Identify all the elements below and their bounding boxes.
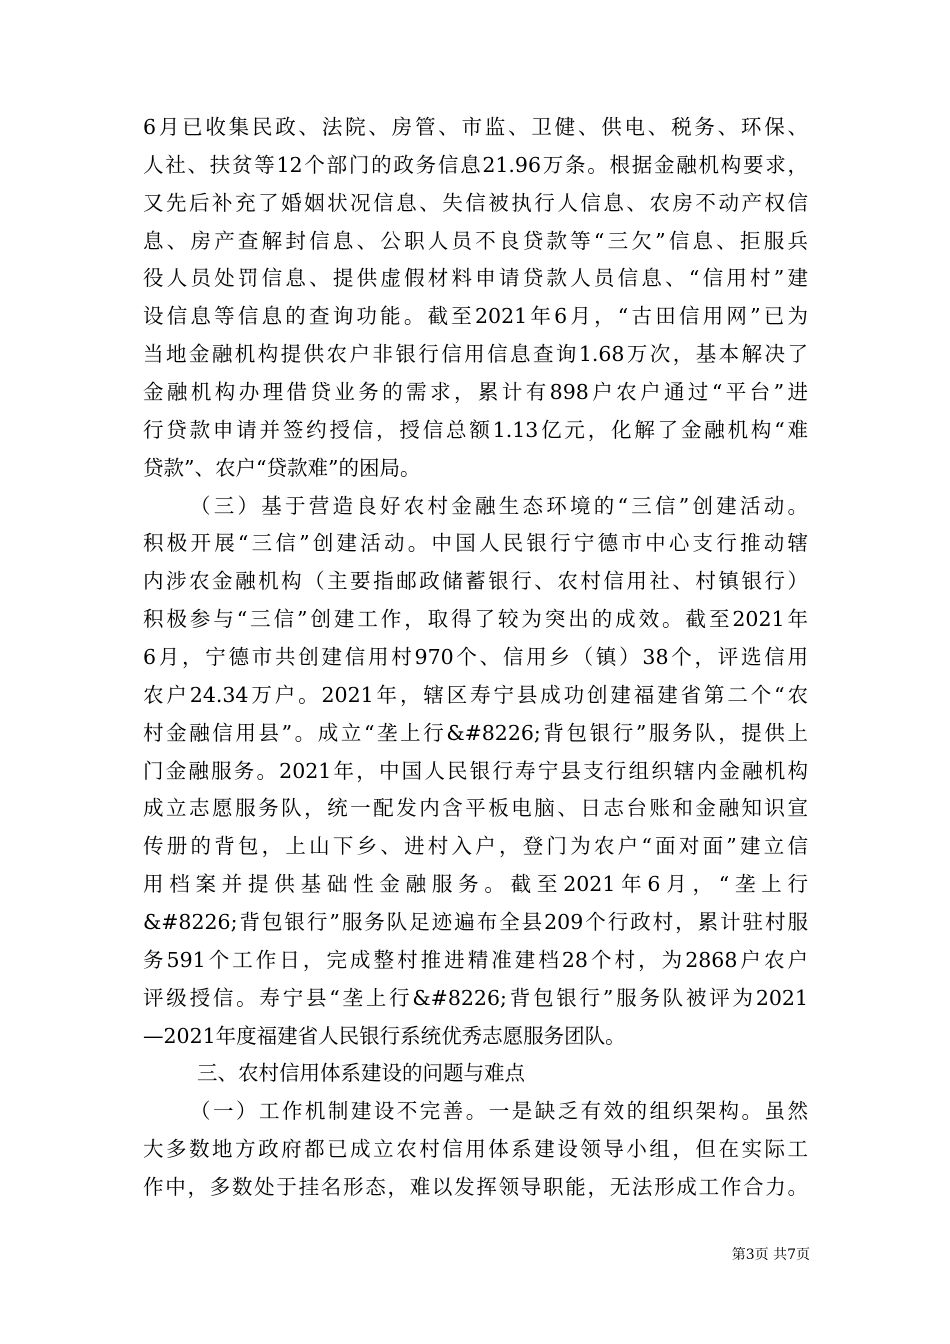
paragraph-line: 设信息等信息的查询功能。截至2021年6月，“古田信用网”已为	[143, 304, 808, 328]
page-number-footer: 第3页 共7页	[731, 1247, 810, 1263]
paragraph-line: 役人员处罚信息、提供虚假材料申请贷款人员信息、“信用村”建	[143, 266, 808, 290]
paragraph-line: —2021年度福建省人民银行系统优秀志愿服务团队。	[143, 1024, 626, 1048]
paragraph-line: 门金融服务。2021年，中国人民银行寿宁县支行组织辖内金融机构	[143, 759, 808, 783]
paragraph-line: 积极开展“三信”创建活动。中国人民银行宁德市中心支行推动辖	[143, 531, 808, 555]
paragraph-line: （三）基于营造良好农村金融生态环境的“三信”创建活动。	[190, 494, 808, 518]
paragraph-line: 成立志愿服务队，统一配发内含平板电脑、日志台账和金融知识宣	[143, 796, 808, 820]
paragraph-line: 内涉农金融机构（主要指邮政储蓄银行、农村信用社、村镇银行）	[143, 569, 808, 593]
paragraph-line: 农户24.34万户。2021年，辖区寿宁县成功创建福建省第二个“农	[143, 683, 808, 707]
paragraph-line: 6月，宁德市共创建信用村970个、信用乡（镇）38个，评选信用	[143, 645, 808, 669]
paragraph-line: 作中，多数处于挂名形态，难以发挥领导职能，无法形成工作合力。	[143, 1175, 808, 1199]
paragraph-line: （一）工作机制建设不完善。一是缺乏有效的组织架构。虽然	[190, 1099, 808, 1123]
paragraph-line: 大多数地方政府都已成立农村信用体系建设领导小组，但在实际工	[143, 1137, 808, 1161]
paragraph-line: 行贷款申请并签约授信，授信总额1.13亿元，化解了金融机构“难	[143, 418, 808, 442]
paragraph-line: 当地金融机构提供农户非银行信用信息查询1.68万次，基本解决了	[143, 342, 808, 366]
paragraph-line: 又先后补充了婚姻状况信息、失信被执行人信息、农房不动产权信	[143, 191, 808, 215]
paragraph-line: 评级授信。寿宁县“垄上行&#8226;背包银行”服务队被评为2021	[143, 986, 808, 1010]
paragraph-line: 务591个工作日，完成整村推进精准建档28个村，为2868户农户	[143, 948, 808, 972]
paragraph-line: 村金融信用县”。成立“垄上行&#8226;背包银行”服务队，提供上	[143, 721, 808, 745]
paragraph-line: 用档案并提供基础性金融服务。截至2021年6月，“垄上行	[143, 872, 808, 896]
paragraph-line: 金融机构办理借贷业务的需求，累计有898户农户通过“平台”进	[143, 380, 808, 404]
paragraph-line: 人社、扶贫等12个部门的政务信息21.96万条。根据金融机构要求，	[143, 153, 808, 177]
paragraph-line: 贷款”、农户“贷款难”的困局。	[143, 456, 421, 480]
paragraph-line: 6月已收集民政、法院、房管、市监、卫健、供电、税务、环保、	[143, 115, 808, 139]
paragraph-line: 传册的背包，上山下乡、进村入户，登门为农户“面对面”建立信	[143, 834, 808, 858]
paragraph-line: 息、房产查解封信息、公职人员不良贷款等“三欠”信息、拒服兵	[143, 229, 808, 253]
section-heading: 三、农村信用体系建设的问题与难点	[197, 1061, 525, 1085]
paragraph-line: &#8226;背包银行”服务队足迹遍布全县209个行政村，累计驻村服	[143, 910, 808, 934]
paragraph-line: 积极参与“三信”创建工作，取得了较为突出的成效。截至2021年	[143, 607, 808, 631]
